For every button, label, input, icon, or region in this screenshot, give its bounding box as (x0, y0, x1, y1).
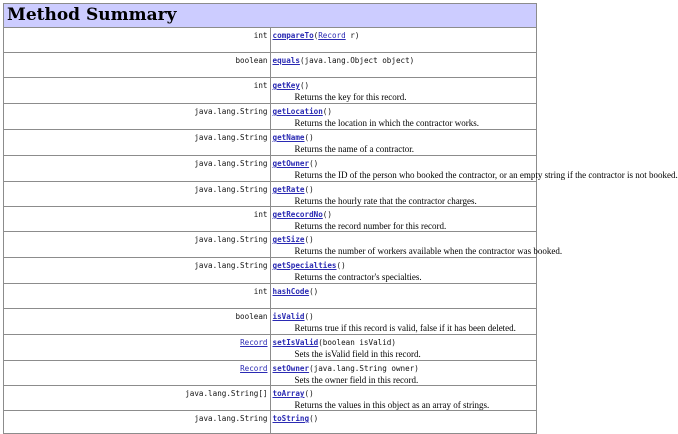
method-params: () (336, 261, 346, 270)
method-link-compareTo[interactable]: compareTo (272, 31, 314, 40)
method-description: Returns the ID of the person who booked the contractor, or an empty string if the contractor is not booked. (294, 170, 678, 180)
method-row-getOwner (4, 156, 537, 182)
method-params: () (299, 81, 310, 90)
return-type (4, 28, 271, 53)
method-row-getName (4, 130, 537, 156)
return-type-text: java.lang.String (194, 235, 268, 244)
method-params: () (304, 185, 314, 194)
method-params: () (309, 287, 319, 296)
method-params: () (304, 133, 314, 142)
method-params: () (304, 235, 314, 244)
method-signature (273, 185, 534, 194)
return-type-text: java.lang.String (194, 133, 268, 142)
method-signature (273, 235, 534, 244)
method-row-getRecordNo (4, 207, 537, 232)
method-description: Sets the isValid field in this record. (294, 349, 421, 359)
method-link-getRate[interactable]: getRate (272, 185, 305, 194)
method-signature (273, 31, 534, 40)
method-row-toString (4, 411, 537, 434)
return-type (4, 53, 271, 78)
return-type (4, 284, 271, 309)
return-type (4, 207, 271, 232)
method-link-getLocation[interactable]: getLocation (272, 107, 323, 116)
method-row-toArray (4, 386, 537, 411)
method-row-getLocation (4, 104, 537, 130)
return-type (4, 182, 271, 207)
method-detail (270, 284, 537, 309)
page-title: Method Summary (4, 4, 537, 28)
method-description: Returns the number of workers available when the contractor was booked. (294, 246, 563, 256)
method-row-equals (4, 53, 537, 78)
return-type-text: java.lang.String (194, 159, 268, 168)
method-detail (270, 232, 563, 258)
method-signature (273, 210, 534, 219)
method-detail (270, 309, 537, 335)
method-link-getRecordNo[interactable]: getRecordNo (272, 210, 323, 219)
method-description: Returns the name of a contractor. (294, 144, 414, 154)
param-type-link[interactable]: Record (318, 31, 346, 40)
return-type (4, 78, 271, 104)
return-type (4, 411, 271, 434)
method-link-getOwner[interactable]: getOwner (272, 159, 310, 168)
return-type-text: java.lang.String (194, 185, 268, 194)
method-description: Returns true if this record is valid, false if it has been deleted. (294, 323, 516, 333)
method-description: Returns the hourly rate that the contractor charges. (294, 196, 477, 206)
method-signature (273, 287, 534, 296)
return-type-text: java.lang.String (194, 261, 268, 270)
method-params: () (304, 312, 314, 321)
return-type-text: boolean (235, 56, 268, 65)
method-params: () (322, 107, 332, 116)
return-type-text: java.lang.String (194, 107, 268, 116)
method-link-setIsValid[interactable]: setIsValid (272, 338, 319, 347)
method-detail (270, 411, 537, 434)
return-type (4, 104, 271, 130)
return-type (4, 258, 271, 284)
method-detail (270, 207, 537, 232)
method-link-isValid[interactable]: isValid (272, 312, 305, 321)
return-type-text: int (253, 287, 268, 296)
method-params: (java.lang.String owner) (309, 364, 419, 373)
method-detail (270, 361, 537, 386)
method-signature (273, 364, 534, 373)
return-type-text: java.lang.String[] (185, 389, 268, 398)
return-type-link[interactable]: Record (240, 364, 268, 373)
method-link-getSize[interactable]: getSize (272, 235, 305, 244)
method-summary-table (3, 3, 678, 434)
method-detail (270, 28, 537, 53)
return-type-text: boolean (235, 312, 268, 321)
return-type (4, 156, 271, 182)
return-type-link[interactable]: Record (240, 338, 268, 347)
return-type-text: int (253, 31, 268, 40)
return-type-text: int (253, 81, 268, 90)
method-signature (273, 159, 534, 168)
method-row-setOwner (4, 361, 537, 386)
method-params: (boolean isValid) (318, 338, 396, 347)
method-signature (273, 338, 534, 347)
method-description: Returns the key for this record. (294, 92, 407, 102)
method-description: Returns the location in which the contractor works. (294, 118, 479, 128)
method-signature (273, 133, 534, 142)
method-signature (273, 107, 534, 116)
method-signature (273, 81, 534, 90)
method-row-getSpecialties (4, 258, 537, 284)
method-row-getKey (4, 78, 537, 104)
method-params: () (322, 210, 332, 219)
return-type (4, 232, 271, 258)
method-detail (270, 386, 537, 411)
method-detail (270, 335, 537, 361)
method-row-hashCode (4, 284, 537, 309)
method-link-equals[interactable]: equals (272, 56, 300, 65)
method-detail (270, 258, 537, 284)
method-params: () (304, 389, 314, 398)
method-signature (273, 56, 534, 65)
param-text: r) (345, 31, 360, 40)
method-row-getRate (4, 182, 537, 207)
method-params: (java.lang.Object object) (299, 56, 415, 65)
method-link-toString[interactable]: toString (272, 414, 310, 423)
method-description: Returns the contractor's specialties. (294, 272, 422, 282)
method-params: () (309, 414, 319, 423)
method-row-compareTo (4, 28, 537, 53)
method-description: Returns the record number for this record. (294, 221, 447, 231)
return-type (4, 335, 271, 361)
method-detail (270, 182, 537, 207)
method-description: Sets the owner field in this record. (294, 375, 419, 385)
method-signature (273, 312, 534, 321)
method-detail (270, 104, 537, 130)
method-link-hashCode[interactable]: hashCode (272, 287, 310, 296)
method-signature (273, 389, 534, 398)
method-row-setIsValid (4, 335, 537, 361)
method-link-toArray[interactable]: toArray (272, 389, 305, 398)
return-type-text: java.lang.String (194, 414, 268, 423)
return-type (4, 130, 271, 156)
header-row (4, 4, 537, 28)
method-row-getSize (4, 232, 537, 258)
method-link-getKey[interactable]: getKey (272, 81, 300, 90)
method-row-isValid (4, 309, 537, 335)
method-signature (273, 414, 534, 423)
return-type (4, 361, 271, 386)
method-link-getSpecialties[interactable]: getSpecialties (272, 261, 337, 270)
return-type (4, 386, 271, 411)
method-detail (270, 53, 537, 78)
param-text: ( (313, 31, 319, 40)
method-detail (270, 78, 537, 104)
return-type-text: int (253, 210, 268, 219)
method-link-getName[interactable]: getName (272, 133, 305, 142)
method-signature (273, 261, 534, 270)
method-detail (270, 156, 678, 182)
method-params: () (309, 159, 319, 168)
method-link-setOwner[interactable]: setOwner (272, 364, 310, 373)
method-detail (270, 130, 537, 156)
return-type (4, 309, 271, 335)
method-description: Returns the values in this object as an array of strings. (294, 400, 490, 410)
